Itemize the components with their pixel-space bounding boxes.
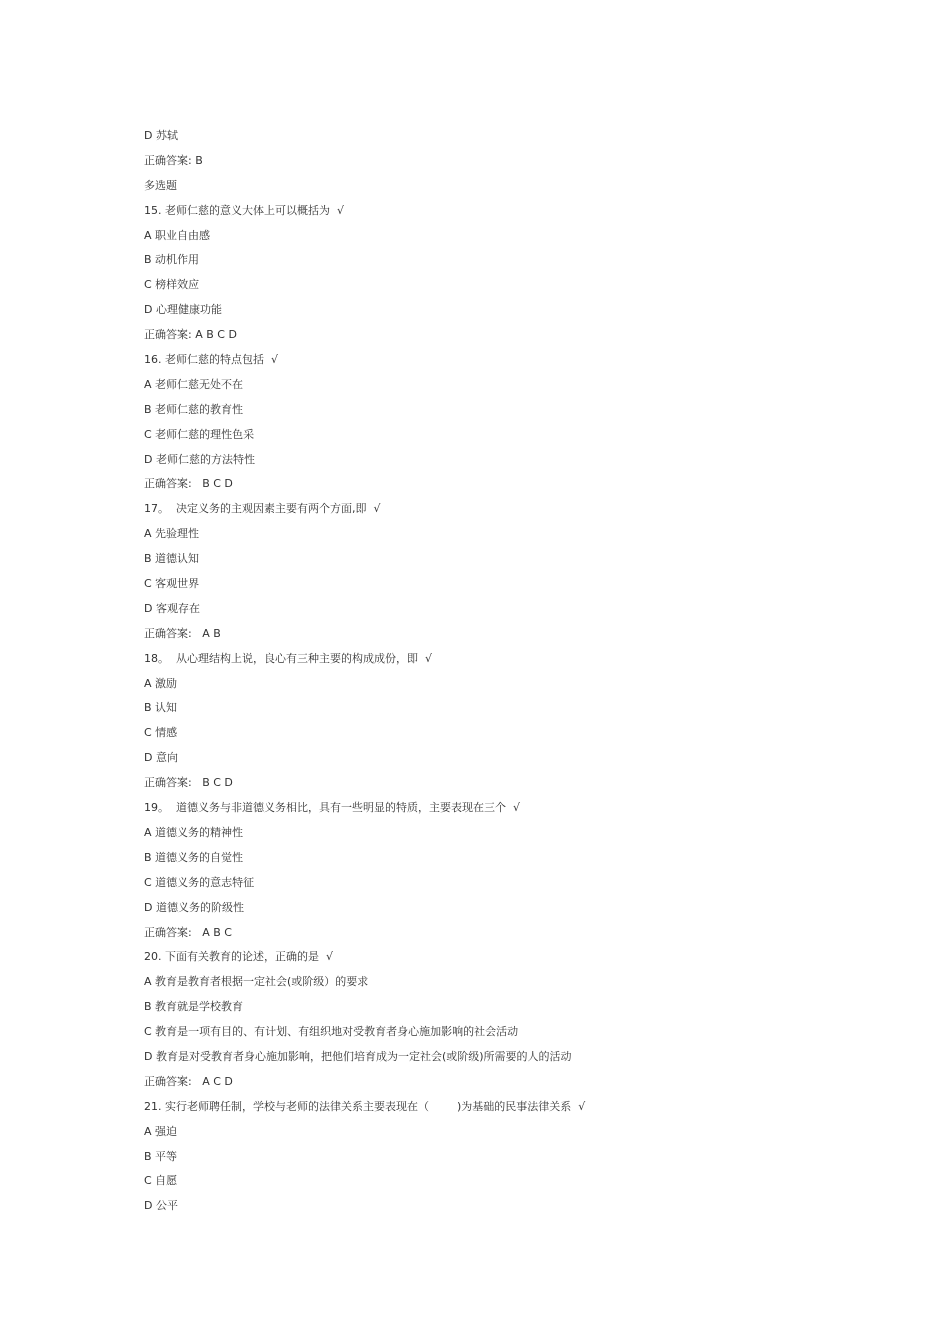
- option-line: C 榜样效应: [144, 278, 200, 292]
- option-line: B 动机作用: [144, 253, 200, 267]
- option-line: D 教育是对受教育者身心施加影响，把他们培育成为一定社会(或阶级)所需要的人的活动: [144, 1049, 572, 1063]
- option-line: A 职业自由感: [144, 228, 211, 242]
- option-line: B 教育就是学校教育: [144, 1000, 244, 1014]
- document-page: [144, 124, 844, 1219]
- option-line: A 先验理性: [144, 527, 200, 541]
- option-line: C 道德义务的意志特征: [144, 875, 255, 889]
- option-line: D 心理健康功能: [144, 303, 222, 317]
- option-line: D 公平: [144, 1199, 178, 1213]
- question-line: 17。 决定义务的主观因素主要有两个方面,即 √: [144, 502, 381, 516]
- option-line: B 平等: [144, 1149, 178, 1163]
- option-line: C 自愿: [144, 1174, 178, 1188]
- question-line: 18。 从心理结构上说，良心有三种主要的构成成份，即 √: [144, 651, 432, 665]
- question-line: 19。 道德义务与非道德义务相比，具有一些明显的特质，主要表现在三个 √: [144, 801, 520, 815]
- option-line: B 道德义务的自觉性: [144, 850, 244, 864]
- option-line: A 老师仁慈无处不在: [144, 377, 244, 391]
- question-line: 15. 老师仁慈的意义大体上可以概括为 √: [144, 203, 344, 217]
- question-line: 20. 下面有关教育的论述，正确的是 √: [144, 950, 333, 964]
- option-line: D 客观存在: [144, 601, 200, 615]
- option-line: C 老师仁慈的理性色采: [144, 427, 255, 441]
- option-line: C 客观世界: [144, 577, 200, 591]
- option-line: A 激励: [144, 676, 178, 690]
- option-line: D 道德义务的阶级性: [144, 900, 244, 914]
- option-line: D 意向: [144, 751, 178, 765]
- option-line: B 道德认知: [144, 552, 200, 566]
- answer-line: 正确答案: A B C: [144, 925, 232, 939]
- option-line: D 苏轼: [144, 129, 178, 142]
- option-line: C 情感: [144, 726, 178, 740]
- option-line: B 认知: [144, 701, 178, 715]
- option-line: D 老师仁慈的方法特性: [144, 452, 255, 466]
- section-heading: 多选题: [144, 178, 177, 192]
- answer-line: 正确答案: B C D: [144, 776, 233, 790]
- answer-line: 正确答案: B: [144, 153, 203, 167]
- question-line: 16. 老师仁慈的特点包括 √: [144, 353, 278, 367]
- option-line: A 强迫: [144, 1124, 178, 1138]
- answer-line: 正确答案: A B C D: [144, 328, 237, 342]
- option-line: C 教育是一项有目的、有计划、有组织地对受教育者身心施加影响的社会活动: [144, 1025, 519, 1039]
- answer-line: 正确答案: A C D: [144, 1074, 233, 1088]
- answer-line: 正确答案: B C D: [144, 477, 233, 491]
- option-line: A 教育是教育者根据一定社会(或阶级）的要求: [144, 975, 369, 989]
- answer-line: 正确答案: A B: [144, 626, 221, 640]
- option-line: A 道德义务的精神性: [144, 825, 244, 839]
- question-line: 21. 实行老师聘任制，学校与老师的法律关系主要表现在（ )为基础的民事法律关系 √: [144, 1099, 586, 1113]
- option-line: B 老师仁慈的教育性: [144, 402, 244, 416]
